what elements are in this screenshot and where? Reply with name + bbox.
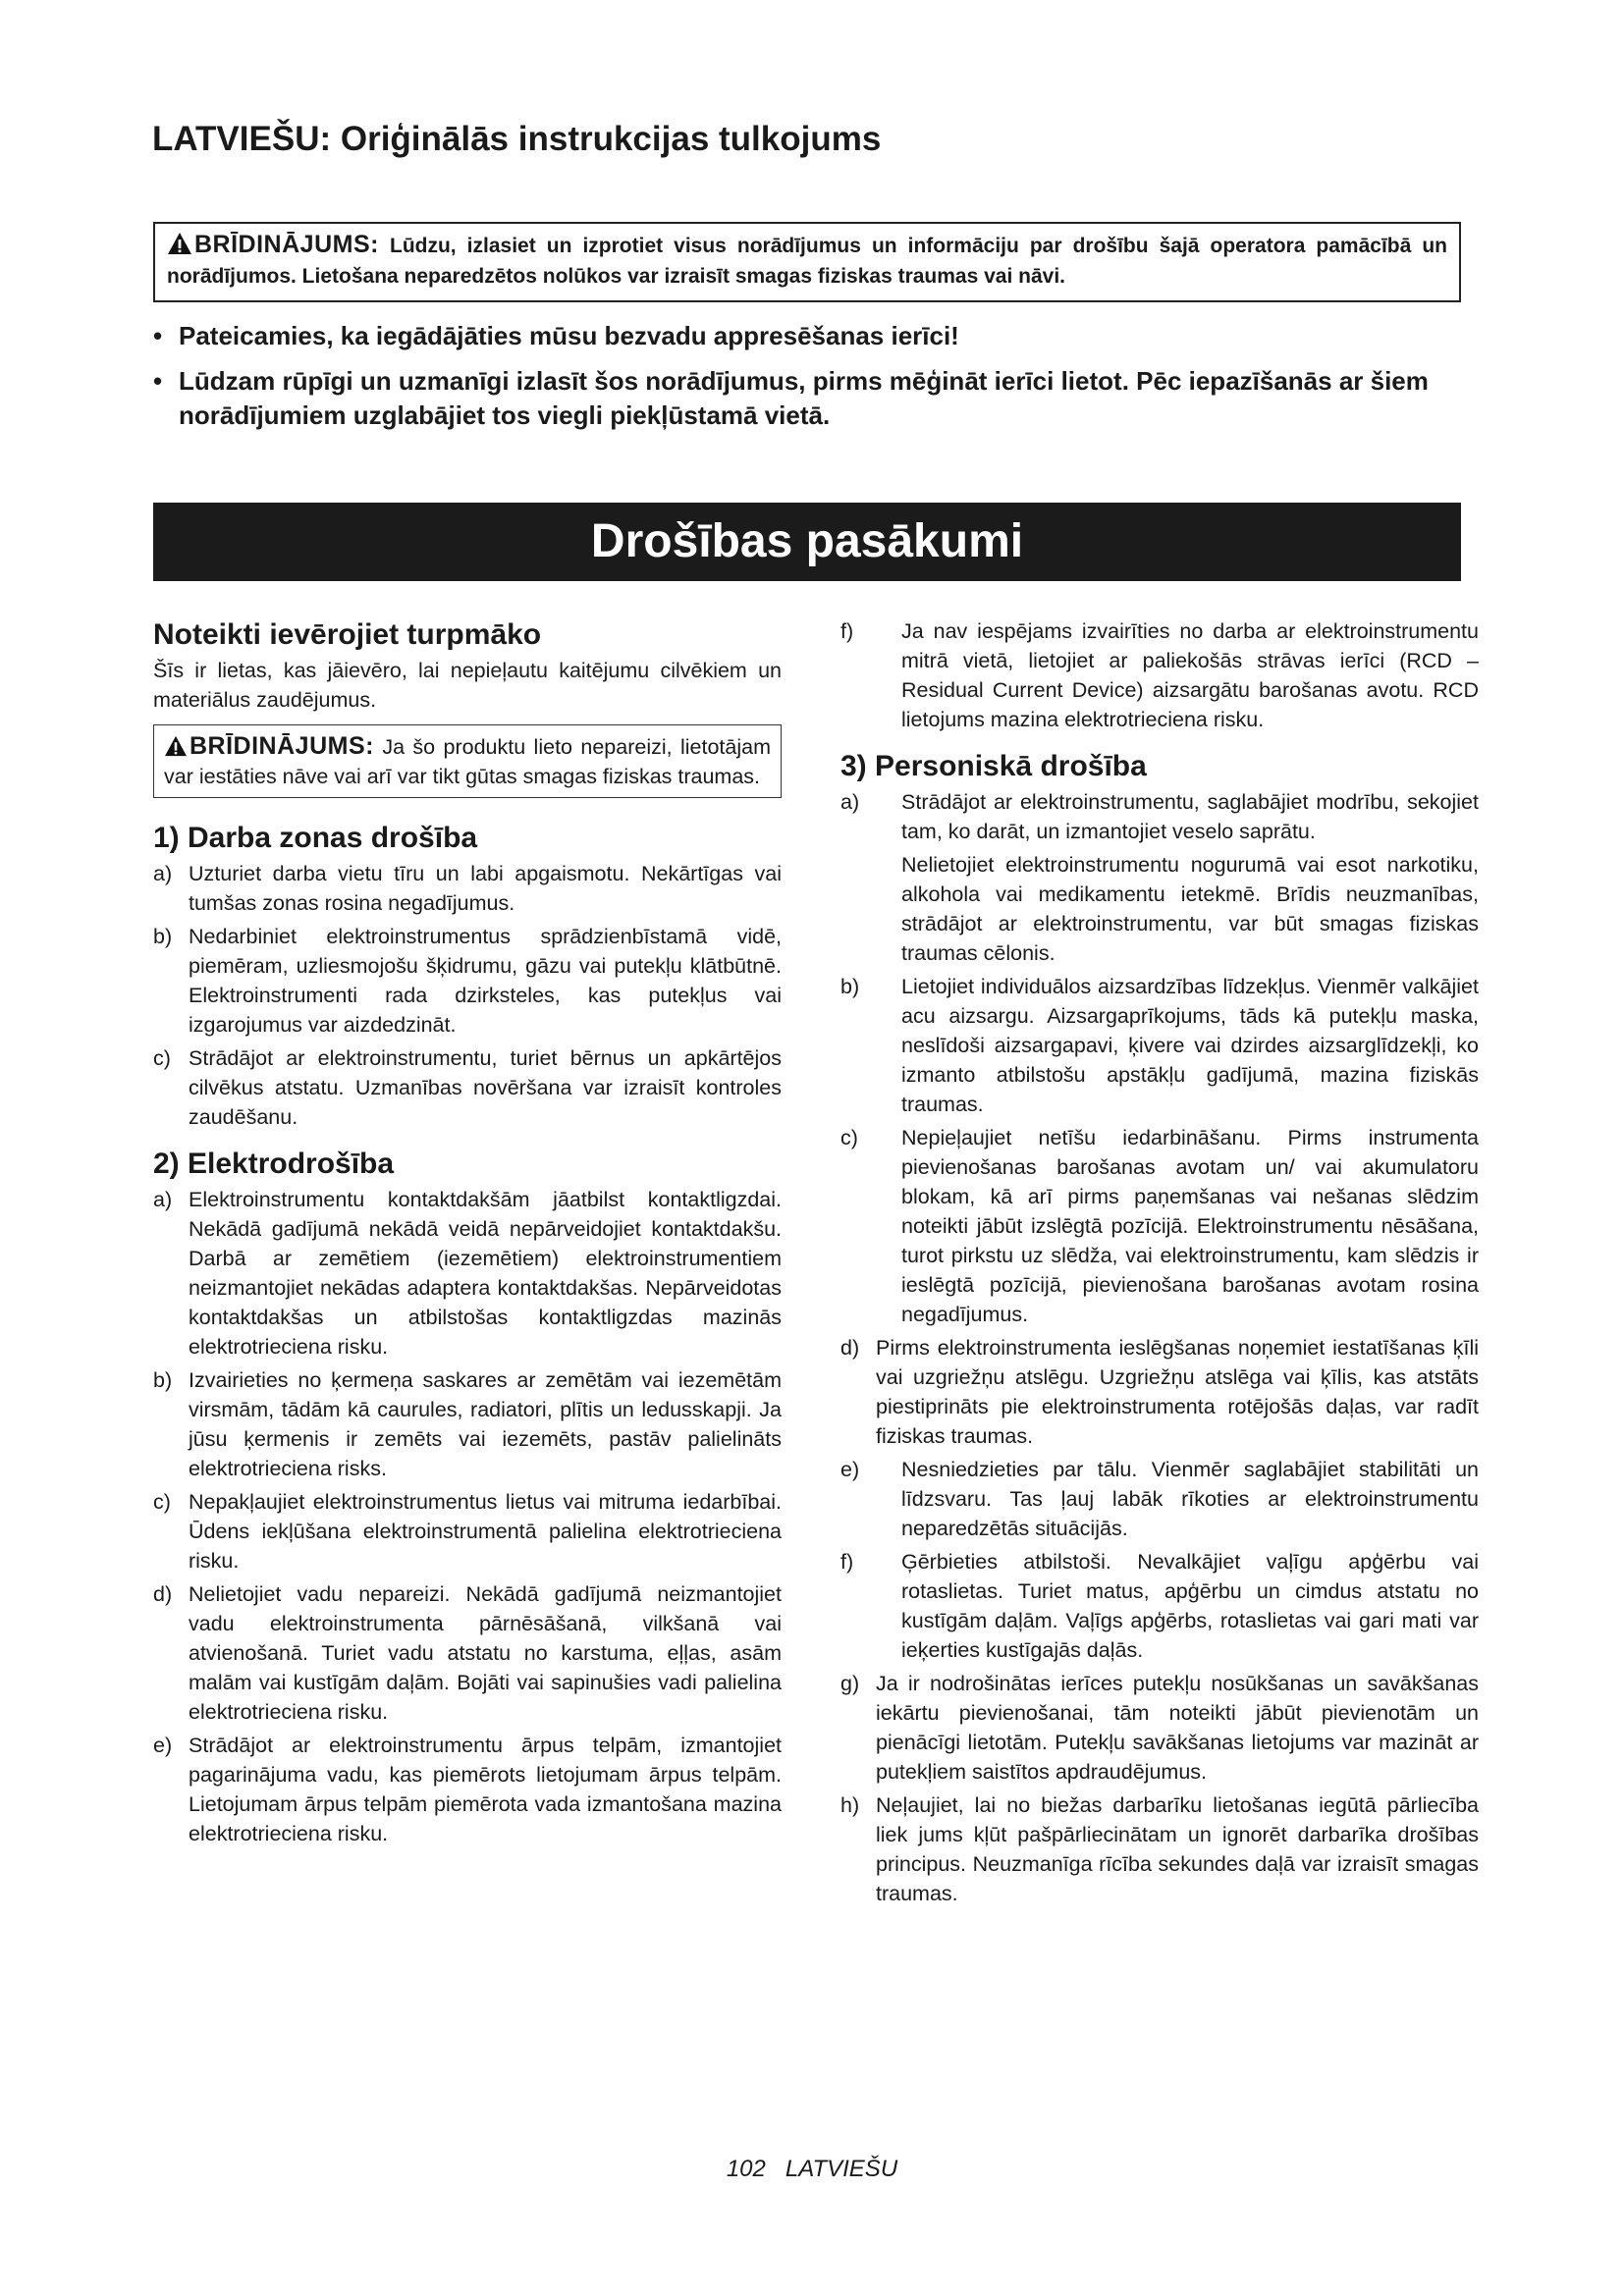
item-text: Ja nav iespējams izvairīties no darba ar elektroinstrumentu mitrā vietā, lietojiet ar paliekošās strāvas ierīci (RCD – Residual Current Device) aizsargātu barošanas avotu. RCD lietojums mazina elektrotrieciena risku. [901, 619, 1479, 731]
item-label: f) [840, 619, 854, 643]
footer-language: LATVIEŠU [785, 2156, 898, 2182]
list-item [840, 1790, 1479, 1908]
side-warning-box [153, 724, 782, 798]
list-item [153, 1731, 782, 1848]
item-text: Pirms elektroinstrumenta ieslēgšanas noņemiet iestatīšanas ķīli vai uzgriežņu atslēgu. Uzgriežņu atslēga vai ķīlis, kas atstāts piestiprināts pie elektroinstrumenta rotējošās daļas, var radīt fiziskas traumas. [876, 1336, 1479, 1448]
section-2-title: 2) Elektrodrošība [153, 1148, 395, 1180]
list-item [153, 1185, 782, 1362]
item-label: h) [840, 1793, 860, 1817]
list-item [840, 1669, 1479, 1787]
side-warning-label: BRĪDINĀJUMS: [189, 732, 374, 760]
item-text: Nelietojiet vadu nepareizi. Nekādā gadījumā neizmantojiet vadu elektroinstrumenta pārnēsāšanā, vilkšanā vai atvienošanā. Turiet vadu atstatu no karstuma, eļļas, asām malām vai kustīgām daļām. Bojāti vai sapinušies vadi palielina elektrotrieciena risku. [189, 1582, 782, 1724]
top-warning-text: Lūdzu, izlasiet un izprotiet visus norādījumus un informāciju par drošību šajā operatora pamācībā un norādījumos. Lietošana neparedzētos nolūkos var izraisīt smagas fiziskas traumas vai nāvi. [167, 235, 1447, 288]
top-warning-label: BRĪDINĀJUMS: [194, 231, 379, 258]
item-text: Izvairieties no ķermeņa saskares ar zemētām vai iezemētām virsmām, tādām kā caurules, radiatori, plītis un ledusskapji. Ja jūsu ķermenis ir zemēts vai iezemēts, pastāv palielināts elektrotrieciena risks. [189, 1368, 782, 1480]
item-text: Elektroinstrumentu kontaktdakšām jāatbilst kontaktligzdai. Nekādā gadījumā nekādā veidā nepārveidojiet kontaktdakšu. Darbā ar zemētiem (iezemētiem) elektroinstrumentiem neizmantojiet nekādas adaptera kontaktdakšas. Nepārveidotas kontaktdakšas un atbilstošas kontaktligzdas mazinās elektrotrieciena risku. [189, 1188, 782, 1359]
section-1-title: 1) Darba zonas drošība [153, 822, 478, 854]
item-text: Uzturiet darba vietu tīru un labi apgaismotu. Nekārtīgas vai tumšas zonas rosina negadījumus. [189, 862, 782, 915]
left-intro: Šīs ir lietas, kas jāievēro, lai nepieļautu kaitējumu cilvēkiem un materiālus zaudējumus. [153, 659, 782, 712]
list-item [153, 1579, 782, 1727]
intro-bullet: • Lūdzam rūpīgi un uzmanīgi izlasīt šos norādījumus, pirms mēģināt ierīci lietot. Pēc iepazīšanās ar šiem norādījumiem uzglabājiet tos viegli piekļūstamā vietā. [153, 364, 1508, 433]
item-text: Nesniedzieties par tālu. Vienmēr saglabājiet stabilitāti un līdzsvaru. Tas ļauj labāk rīkoties ar elektroinstrumentu neparedzētās situācijās. [901, 1458, 1479, 1540]
item-label: c) [153, 1490, 171, 1514]
list-item [840, 1455, 1479, 1543]
item-label: b) [153, 925, 173, 948]
item-text: Ģērbieties atbilstoši. Nevalkājiet vaļīgu apģērbu vai rotaslietas. Turiet matus, apģērbu un cimdus atstatu no kustīgām daļām. Vaļīgs apģērbs, rotaslietas vai gari mati var ieķerties kustīgajās daļās. [901, 1550, 1479, 1662]
list-item [840, 1547, 1479, 1665]
top-warning-box [153, 222, 1461, 302]
item-label: c) [153, 1046, 171, 1070]
list-item [153, 1043, 782, 1132]
list-item [840, 972, 1479, 1119]
page-number: 102 [726, 2156, 766, 2182]
item-text: Strādājot ar elektroinstrumentu ārpus telpām, izmantojiet pagarinājuma vadu, kas piemērots lietojumam ārpus telpām. Lietojumam ārpus telpām piemērota vada izmantošana mazina elektrotrieciena risku. [189, 1734, 782, 1845]
section-banner: Drošības pasākumi [153, 503, 1461, 581]
section-3-title: 3) Personiskā drošība [840, 750, 1147, 782]
item-label: e) [153, 1734, 173, 1757]
item-text: Nedarbiniet elektroinstrumentus sprādzienbīstamā vidē, piemēram, uzliesmojošu šķidrumu, gāzu vai putekļu klātbūtnē. Elektroinstrumenti rada dzirksteles, kas putekļus vai izgarojumus var aizdedzināt. [189, 925, 782, 1037]
intro-bullet-list [153, 319, 1508, 444]
warning-triangle-icon [167, 232, 192, 255]
item-label: d) [153, 1582, 173, 1606]
item-label: a) [153, 1188, 173, 1211]
list-item [153, 1487, 782, 1575]
item-text: Strādājot ar elektroinstrumentu, turiet bērnus un apkārtējos cilvēkus atstatu. Uzmanības novēršana var izraisīt kontroles zaudēšanu. [189, 1046, 782, 1129]
list-item [840, 1333, 1479, 1451]
list-item [840, 1123, 1479, 1329]
list-item [153, 922, 782, 1040]
list-item [840, 787, 1479, 846]
item-text: Lietojiet individuālos aizsardzības līdzekļus. Vienmēr valkājiet acu aizsargu. Aizsargaprīkojums, tāds kā putekļu maska, neslīdoši aizsargapavi, ķivere vai dzirdes aizsarglīdzekļi, ko izmanto atbilstošu apstākļu gadījumā, mazina fiziskās traumas. [901, 975, 1479, 1116]
item-label: g) [840, 1672, 860, 1695]
left-heading: Noteikti ievērojiet turpmāko [153, 618, 542, 651]
right-column [840, 616, 1479, 1912]
item-text: Ja ir nodrošinātas ierīces putekļu nosūkšanas un savākšanas iekārtu pievienošanai, tām noteikti jābūt pievienotām un pienācīgi lietotām. Putekļu savākšanas lietojums var mazināt ar putekļiem saistītos apdraudējumus. [876, 1672, 1479, 1784]
document-title: LATVIEŠU: Oriģinālās instrukcijas tulkojums [152, 120, 882, 158]
list-item [153, 1365, 782, 1483]
item-label: b) [153, 1368, 173, 1392]
side-warning-text: Ja šo produktu lieto nepareizi, lietotājam var iestāties nāve vai arī var tikt gūtas smagas fiziskas traumas. [164, 735, 771, 788]
item-text: Neļaujiet, lai no biežas darbarīku lietošanas iegūtā pārliecība liek jums kļūt pašpārliecinātam un ignorēt darbarīka drošības principus. Neuzmanīga rīcība sekundes daļā var izraisīt smagas traumas. [876, 1793, 1479, 1905]
item-label: d) [840, 1336, 860, 1360]
item-text: Nepakļaujiet elektroinstrumentus lietus vai mitruma iedarbībai. Ūdens iekļūšana elektroinstrumentā palielina elektrotrieciena risku. [189, 1490, 782, 1573]
item-text: Nepieļaujiet netīšu iedarbināšanu. Pirms instrumenta pievienošanas barošanas avotam un/ vai akumulatoru blokam, kā arī pirms paņemšanas vai nešanas slēdzim noteikti jābūt izslēgtā pozīcijā. Elektroinstrumentu nēsāšana, turot pirkstu uz slēdža, vai elektroinstrumentu, kam slēdzis ir ieslēgtā pozīcijā, pievienošana barošanas avotam rosina negadījumus. [901, 1126, 1479, 1326]
warning-triangle-icon [164, 735, 188, 757]
item-label: f) [840, 1550, 854, 1574]
item-label: a) [840, 790, 860, 814]
item-label: b) [840, 975, 860, 998]
list-item [153, 859, 782, 918]
list-item [840, 616, 1479, 734]
item-label: c) [840, 1126, 858, 1149]
page-footer [0, 2156, 1624, 2183]
left-column [153, 616, 782, 1852]
item-extra-paragraph: Nelietojiet elektroinstrumentu nogurumā vai esot narkotiku, alkohola vai medikamentu ietekmē. Brīdis neuzmanības, strādājot ar elektroinstrumentu, var būt smagas fiziskas traumas cēlonis. [901, 853, 1479, 965]
item-text: Strādājot ar elektroinstrumentu, saglabājiet modrību, sekojiet tam, ko darāt, un izmantojiet veselo saprātu. [901, 790, 1479, 843]
item-label: a) [153, 862, 173, 885]
item-label: e) [840, 1458, 860, 1481]
intro-bullet: • Pateicamies, ka iegādājāties mūsu bezvadu appresēšanas ierīci! [153, 319, 1508, 353]
